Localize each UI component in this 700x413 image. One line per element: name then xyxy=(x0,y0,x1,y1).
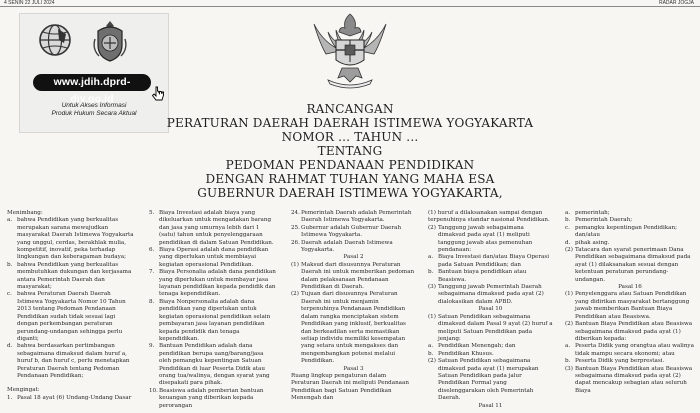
title-subject: PEDOMAN PENDANAAN PENDIDIKAN xyxy=(225,158,475,172)
title-rancangan: RANCANGAN xyxy=(306,102,394,116)
clause-item xyxy=(565,366,695,396)
title-gubernur: GUBERNUR DAERAH ISTIMEWA YOGYAKARTA, xyxy=(197,186,503,200)
clause-text: Bantuan Biaya Pendidikan atau Beasiswa sebagaimana dimaksud pada ayat (2) dapat mencakup sebagian atau seluruh Biaya xyxy=(575,365,693,394)
garuda-emblem-icon xyxy=(312,10,388,90)
clause-number: (2) xyxy=(428,224,436,231)
clause-item xyxy=(565,321,695,343)
clause-text: Peserta Didik yang berprestasi. xyxy=(575,358,665,365)
title-tentang: TENTANG xyxy=(317,144,383,158)
clause-text: bahwa Pendidikan yang berkualitas membutuhkan dukungan dan kerjasama antara Pemerintah Daerah dan masyarakat; xyxy=(17,261,132,291)
globe-icon xyxy=(38,23,72,57)
clause-item xyxy=(149,388,277,410)
article-heading: Pasal 3 xyxy=(343,365,364,372)
clause-number: 25. xyxy=(291,224,300,231)
clause-item xyxy=(565,240,695,247)
clause-number: b. xyxy=(7,261,13,268)
clause-number: 5. xyxy=(149,210,155,216)
article-heading: Pasal 2 xyxy=(343,254,364,261)
clause-item xyxy=(428,351,553,358)
clause-item xyxy=(565,210,695,217)
clause-item xyxy=(149,247,277,269)
ad-tagline-1: Untuk Akses Informasi xyxy=(61,102,127,109)
clause-number: (2) xyxy=(565,247,573,254)
clause-item xyxy=(565,343,695,358)
clause-number: 6. xyxy=(149,247,155,254)
clause-number: (2) xyxy=(428,358,436,365)
header-paper-name: RADAR JOGJA xyxy=(658,0,694,6)
clause-item xyxy=(428,225,553,255)
clause-item xyxy=(7,343,135,380)
text-column-5 xyxy=(565,210,695,413)
article-heading: Pasal 10 xyxy=(478,306,503,313)
text-column-2 xyxy=(149,210,277,413)
clause-text: Pendidikan Menengah; dan xyxy=(438,343,516,350)
clause-number: c. xyxy=(7,291,12,298)
clause-number: a. xyxy=(428,254,434,261)
clause-text: Pemerintah Daerah; xyxy=(575,217,633,224)
clause-number: 26. xyxy=(291,239,300,246)
clause-text: Biaya Operasi adalah dana pendidikan yang diperlukan untuk membiayai kegiatan operasional Pendidikan. xyxy=(159,247,269,268)
clause-item xyxy=(428,284,553,306)
clause-text: Satuan Pendidikan sebagaimana dimaksud pada ayat (1) merupakan Satuan Pendidikan pada jalur Pendidikan Formal yang diselenggarakan oleh Pemerintah Daerah. xyxy=(438,358,539,402)
clause-item xyxy=(7,291,135,343)
clause-number: (1) xyxy=(291,261,299,268)
clause-number: b. xyxy=(565,358,571,365)
clause-text: Tujuan dari disusunnya Peraturan Daerah ini untuk menjamin terpenuhinya Pendanaan Pendidikan dalam rangka menciptakan sistem Pendidikan yang inklusif, berkualitas dan berkeadilan serta memastikan setiap individu memiliki kesempatan yang setara untuk mengakses dan mengembangkan potensi melalui Pendidikan. xyxy=(301,291,406,365)
article-heading: Pasal 11 xyxy=(478,402,503,409)
clause-text: Penyelenggara atau Satuan Pendidikan yang didirikan masyarakat bertanggung jawab memberikan Bantuan Biaya Pendidikan atau Beasiswa. xyxy=(575,291,690,320)
clause-number: 9. xyxy=(149,343,155,350)
clause-text: bahwa berdasarkan pertimbangan sebagaimana dimaksud dalam huruf a, huruf b, dan huruf c, perlu menetapkan Peraturan Daerah tentang Pedoman Pendanaan Pendidikan; xyxy=(17,343,130,379)
clause-text: Maksud dari disusunnya Peraturan Daerah ini untuk memberikan pedoman dalam pelaksanaan Pendanaan Pendidikan di Daerah. xyxy=(301,261,415,291)
clause-item xyxy=(428,358,553,402)
clause-text: pemangku kepentingan Pendidikan; dan/atau xyxy=(575,224,677,239)
clause-number: 7. xyxy=(149,269,155,276)
clause-item xyxy=(291,210,416,225)
clause-item xyxy=(149,299,277,343)
clause-text: Satuan Pendidikan sebagaimana dimaksud dalam Pasal 9 ayat (2) huruf a meliputi Satuan Pendidikan pada jenjang: xyxy=(438,313,553,342)
clause-text: Biaya Personalia adalah dana pendidikan yang diperlukan untuk membayar jasa layanan pendidikan kepada pendidik dan tenaga kependidikan. xyxy=(159,269,276,298)
clause-text: pihak asing. xyxy=(575,239,610,246)
header-date: 4 SENIN 22 JULI 2024 xyxy=(4,0,55,6)
clause-number: (2) xyxy=(565,321,573,328)
clause-item xyxy=(291,240,416,255)
clause-text: Bantuan biaya pendidikan atau Beasiswa. xyxy=(438,269,527,283)
text-column-1 xyxy=(7,210,135,413)
clause-number: (3) xyxy=(428,284,436,291)
clause-text: Biaya Investasi dan/atau Biaya Operasi pada Satuan Pendidikan; dan xyxy=(438,254,550,268)
clause-number: d. xyxy=(565,239,571,246)
clause-text: bahwa Pendidikan yang berkualitas merupakan sarana mewujudkan masyarakat Daerah Istimewa Yogyakarta yang unggul, cerdas, berakhlak mulia, kompetitif, inovatif, peka terhadap lingkungan dan keberagaman budaya; xyxy=(17,217,134,261)
clause-text: Peserta Didik yang orangtua atau walinya tidak mampu secara ekonomi; atau xyxy=(575,343,694,357)
clause-text: Tanggung jawab Pemerintah Daerah sebagaimana dimaksud pada ayat (2) dialokasikan dalam APBD. xyxy=(438,284,544,305)
cursor-icon xyxy=(151,86,165,102)
clause-text: Pendidikan Khusus. xyxy=(438,350,494,357)
clause-number: 8. xyxy=(149,298,155,305)
jdih-ad-box xyxy=(19,13,169,133)
clause-text: Gubernur adalah Gubernur Daerah Istimewa Yogyakarta. xyxy=(301,224,402,239)
clause-text: Pasal 18 ayat (6) Undang-Undang Dasar xyxy=(17,394,132,401)
paragraph: (1) huruf a dilaksanakan sampai dengan terpenuhinya standar nasional Pendidikan. xyxy=(428,210,550,224)
clause-text: Pemerintah Daerah adalah Pemerintah Daerah Istimewa Yogyakarta. xyxy=(301,210,412,224)
clause-text: Beasiswa adalah pemberian bantuan keuangan yang diberikan kepada perorangan xyxy=(159,387,264,409)
clause-item xyxy=(565,291,695,321)
clause-text: Tanggung jawab sebagaimana dimaksud pada ayat (1) meliputi tanggung jawab atas pemenuhan pendanaan: xyxy=(438,224,533,254)
paragraph: Ruang lingkup pengaturan dalam Peraturan Daerah ini meliputi Pendanaan Pendidikan bagi Satuan Pendidikan Menengah dan xyxy=(291,372,409,402)
clause-item xyxy=(7,262,135,292)
clause-number: b. xyxy=(428,350,434,357)
clause-item xyxy=(428,269,553,284)
clause-item xyxy=(565,247,695,284)
clause-text: Bantuan Pendidikan adalah dana pendidikan berupa uang/barang/jasa oleh pemangku kepentingan Satuan Pendidikan di luar Peserta Didik atau orang tua/walinya, dengan syarat yang disepakati para pihak. xyxy=(159,343,270,387)
clause-item xyxy=(291,291,416,365)
clause-item xyxy=(428,314,553,344)
clause-number: 1. xyxy=(7,394,13,401)
clause-item xyxy=(149,343,277,387)
clause-item xyxy=(149,210,277,247)
clause-number: b. xyxy=(428,269,434,276)
newspaper-header xyxy=(0,0,700,7)
clause-item xyxy=(428,254,553,269)
paragraph: Menimbang: xyxy=(7,210,43,216)
clause-text: Tatacara dan syarat penerimaan Dana Pendidikan sebagaimana dimaksud pada ayat (1) dilaksanakan sesuai dengan ketentuan peraturan perundang-undangan. xyxy=(575,247,691,283)
clause-item xyxy=(7,395,135,402)
clause-text: Daerah adalah Daerah Istimewa Yogyakarta. xyxy=(301,239,393,254)
article-heading: Pasal 16 xyxy=(618,284,642,291)
clause-text: Biaya Nonpersonalia adalah dana pendidikan yang diperlukan untuk kegiatan operasional pendidikan selain pembayaran jasa layanan pendidikan kepada pendidik dan tenaga kependidikan. xyxy=(159,298,271,342)
clause-number: b. xyxy=(565,217,571,224)
clause-number: a. xyxy=(565,210,571,216)
clause-item xyxy=(428,343,553,350)
clause-number: (1) xyxy=(428,313,436,320)
paragraph: Mengingat: xyxy=(7,387,40,394)
title-nomor: NOMOR ... TAHUN ... xyxy=(281,130,419,144)
paragraph-gap xyxy=(7,380,135,387)
title-peraturan: PERATURAN DAERAH DAERAH ISTIMEWA YOGYAKARTA xyxy=(166,116,534,130)
clause-number: (1) xyxy=(565,291,573,298)
clause-number: (3) xyxy=(565,365,573,372)
clause-item xyxy=(7,217,135,261)
seal-icon xyxy=(92,19,128,63)
clause-item xyxy=(565,225,695,240)
clause-text: bahwa Peraturan Daerah Daerah Istimewa Yogyakarta Nomor 10 Tahun 2013 tentang Pedoman Pendanaan Pendidikan sudah tidak sesuai lagi dengan perkembangan peraturan perundang-undangan sehingga perlu diganti; xyxy=(17,291,126,342)
title-rahmat: DENGAN RAHMAT TUHAN YANG MAHA ESA xyxy=(205,172,495,186)
clause-text: Bantuan Biaya Pendidikan atau Beasiswa sebagaimana dimaksud pada ayat (1) diberikan kepada: xyxy=(575,321,693,342)
clause-number: d. xyxy=(7,343,13,350)
clause-number: 24. xyxy=(291,210,300,216)
clause-text: pemerintah; xyxy=(575,210,610,216)
text-column-4 xyxy=(428,210,553,413)
clause-number: a. xyxy=(7,217,13,224)
jdih-url[interactable]: www.jdih.dprd-diy.go.id xyxy=(33,74,151,91)
clause-item xyxy=(291,225,416,240)
text-column-3 xyxy=(291,210,416,413)
clause-text: Biaya Investasi adalah biaya yang dikeluarkan untuk mengadakan barang dan jasa yang umurnya lebih dari 1 (satu) tahun untuk penyelenggaraan pendidikan di dalam Satuan Pendidikan. xyxy=(159,210,274,246)
clause-item xyxy=(149,269,277,299)
clause-number: a. xyxy=(428,343,434,350)
clause-number: c. xyxy=(565,224,570,231)
ad-tagline-2: Produk Hukum Secara Aktual xyxy=(51,110,137,117)
clause-number: (2) xyxy=(291,291,299,298)
clause-number: a. xyxy=(565,343,571,350)
clause-item xyxy=(565,217,695,224)
clause-number: 10. xyxy=(149,387,158,394)
clause-item xyxy=(565,358,695,365)
clause-item xyxy=(291,262,416,292)
